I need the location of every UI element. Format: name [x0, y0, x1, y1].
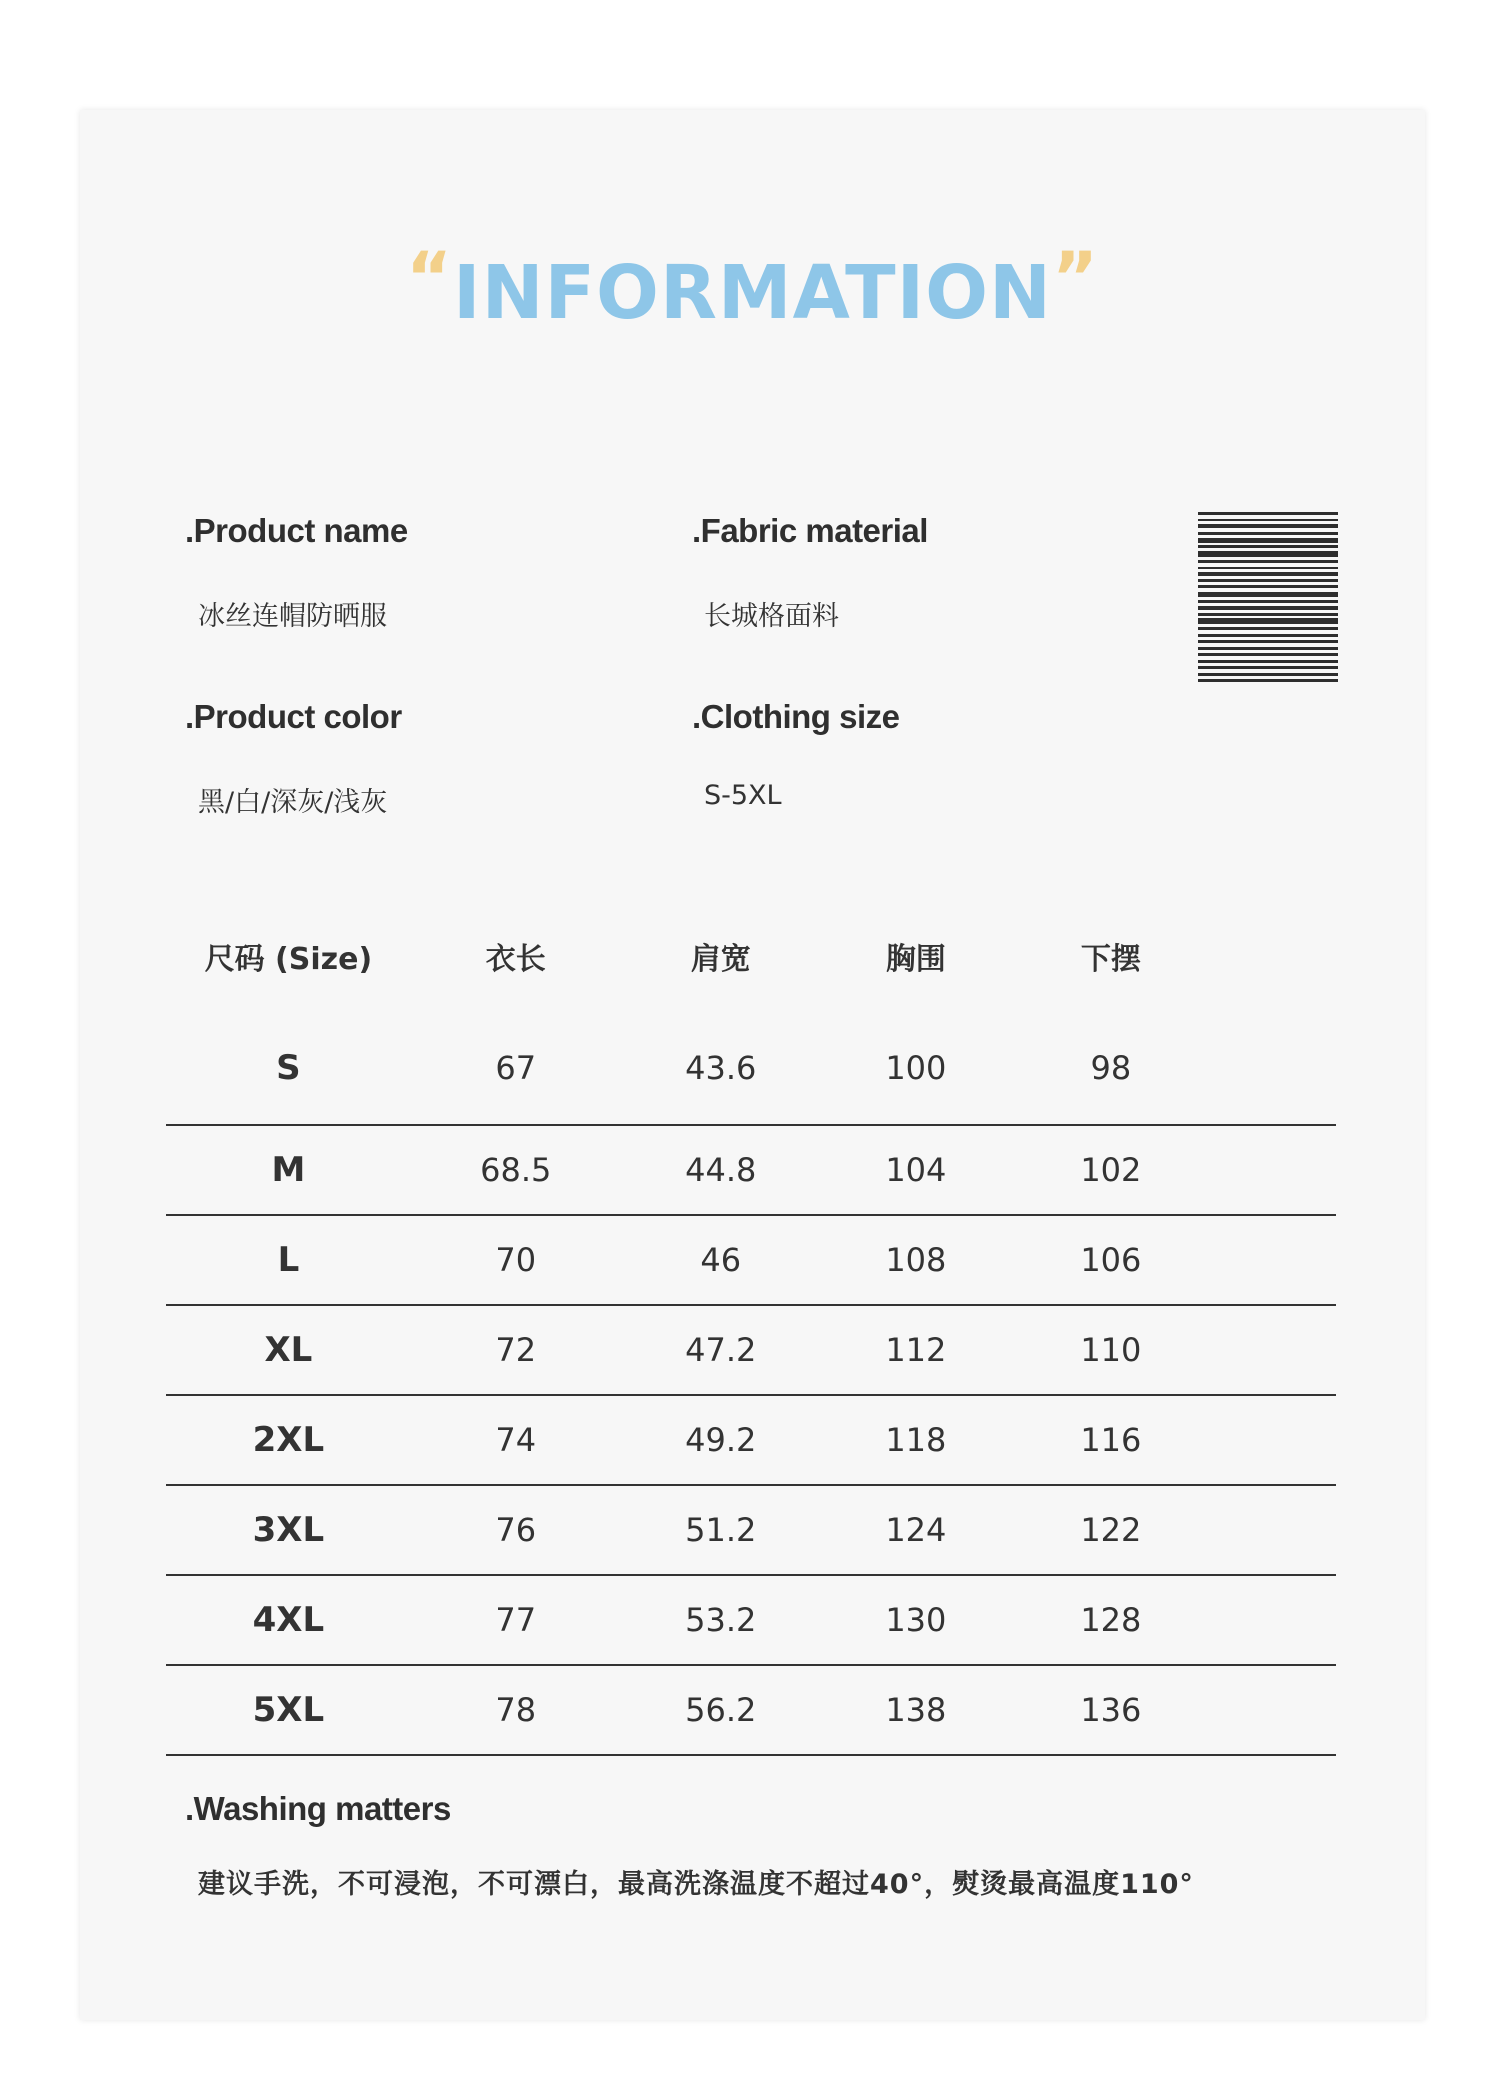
measure-cell: 110 — [1011, 1305, 1211, 1395]
product-color-value: 黑/白/深灰/浅灰 — [198, 787, 388, 818]
measure-cell: 118 — [821, 1395, 1011, 1485]
header-hem: 下摆 — [1080, 942, 1141, 977]
table-row — [166, 1305, 1336, 1395]
measure-cell: 72 — [411, 1305, 621, 1395]
row-spacer — [1211, 1012, 1336, 1125]
table-row — [166, 1012, 1336, 1125]
measure-cell: 102 — [1011, 1125, 1211, 1215]
table-row — [166, 1575, 1336, 1665]
measure-cell: 124 — [821, 1485, 1011, 1575]
measure-cell: 67 — [411, 1012, 621, 1125]
measure-cell: 44.8 — [621, 1125, 821, 1215]
size-cell: XL — [166, 1305, 411, 1395]
measure-cell: 116 — [1011, 1395, 1211, 1485]
measure-cell: 74 — [411, 1395, 621, 1485]
size-cell: 2XL — [166, 1395, 411, 1485]
table-row — [166, 1665, 1336, 1755]
measure-cell: 53.2 — [621, 1575, 821, 1665]
measure-cell: 130 — [821, 1575, 1011, 1665]
size-table — [166, 900, 1336, 1756]
measure-cell: 51.2 — [621, 1485, 821, 1575]
table-row — [166, 1125, 1336, 1215]
clothing-size-value: S-5XL — [704, 780, 782, 811]
row-spacer — [1211, 1665, 1336, 1755]
product-color-label: .Product color — [185, 698, 402, 735]
header-size: 尺码 (Size) — [204, 942, 373, 977]
measure-cell: 78 — [411, 1665, 621, 1755]
row-spacer — [1211, 1485, 1336, 1575]
size-cell: 4XL — [166, 1575, 411, 1665]
product-name-value: 冰丝连帽防晒服 — [198, 601, 387, 632]
table-row — [166, 1485, 1336, 1575]
row-spacer — [1211, 1575, 1336, 1665]
table-row — [166, 1395, 1336, 1485]
measure-cell: 104 — [821, 1125, 1011, 1215]
measure-cell: 68.5 — [411, 1125, 621, 1215]
measure-cell: 136 — [1011, 1665, 1211, 1755]
close-quote: ” — [1051, 237, 1099, 319]
header-spacer — [1211, 900, 1336, 1012]
measure-cell: 98 — [1011, 1012, 1211, 1125]
header-length: 衣长 — [485, 942, 546, 977]
row-spacer — [1211, 1125, 1336, 1215]
measure-cell: 76 — [411, 1485, 621, 1575]
clothing-size-label: .Clothing size — [692, 698, 900, 735]
washing-matters-text: 建议手洗，不可浸泡，不可漂白，最高洗涤温度不超过40°，熨烫最高温度110° — [198, 1869, 1194, 1900]
info-card — [80, 110, 1425, 2020]
row-spacer — [1211, 1215, 1336, 1305]
measure-cell: 122 — [1011, 1485, 1211, 1575]
header-chest: 胸围 — [885, 942, 946, 977]
measure-cell: 128 — [1011, 1575, 1211, 1665]
size-cell: S — [166, 1012, 411, 1125]
measure-cell: 77 — [411, 1575, 621, 1665]
measure-cell: 106 — [1011, 1215, 1211, 1305]
page-title — [80, 237, 1425, 336]
header-shoulder: 肩宽 — [690, 942, 751, 977]
product-name-label: .Product name — [185, 512, 408, 549]
measure-cell: 47.2 — [621, 1305, 821, 1395]
barcode-icon — [1198, 512, 1338, 807]
title-word: INFORMATION — [453, 250, 1052, 336]
measure-cell: 49.2 — [621, 1395, 821, 1485]
measure-cell: 100 — [821, 1012, 1011, 1125]
measure-cell: 138 — [821, 1665, 1011, 1755]
barcode-gap — [1198, 682, 1338, 686]
measure-cell: 108 — [821, 1215, 1011, 1305]
table-row — [166, 1215, 1336, 1305]
size-cell: L — [166, 1215, 411, 1305]
size-table-header — [166, 900, 1336, 1012]
fabric-material-value: 长城格面料 — [704, 601, 839, 632]
row-spacer — [1211, 1305, 1336, 1395]
size-cell: M — [166, 1125, 411, 1215]
measure-cell: 70 — [411, 1215, 621, 1305]
measure-cell: 112 — [821, 1305, 1011, 1395]
open-quote: “ — [406, 237, 454, 319]
size-cell: 5XL — [166, 1665, 411, 1755]
measure-cell: 43.6 — [621, 1012, 821, 1125]
measure-cell: 46 — [621, 1215, 821, 1305]
washing-matters-label: .Washing matters — [185, 1790, 451, 1827]
measure-cell: 56.2 — [621, 1665, 821, 1755]
size-cell: 3XL — [166, 1485, 411, 1575]
row-spacer — [1211, 1395, 1336, 1485]
fabric-material-label: .Fabric material — [692, 512, 928, 549]
